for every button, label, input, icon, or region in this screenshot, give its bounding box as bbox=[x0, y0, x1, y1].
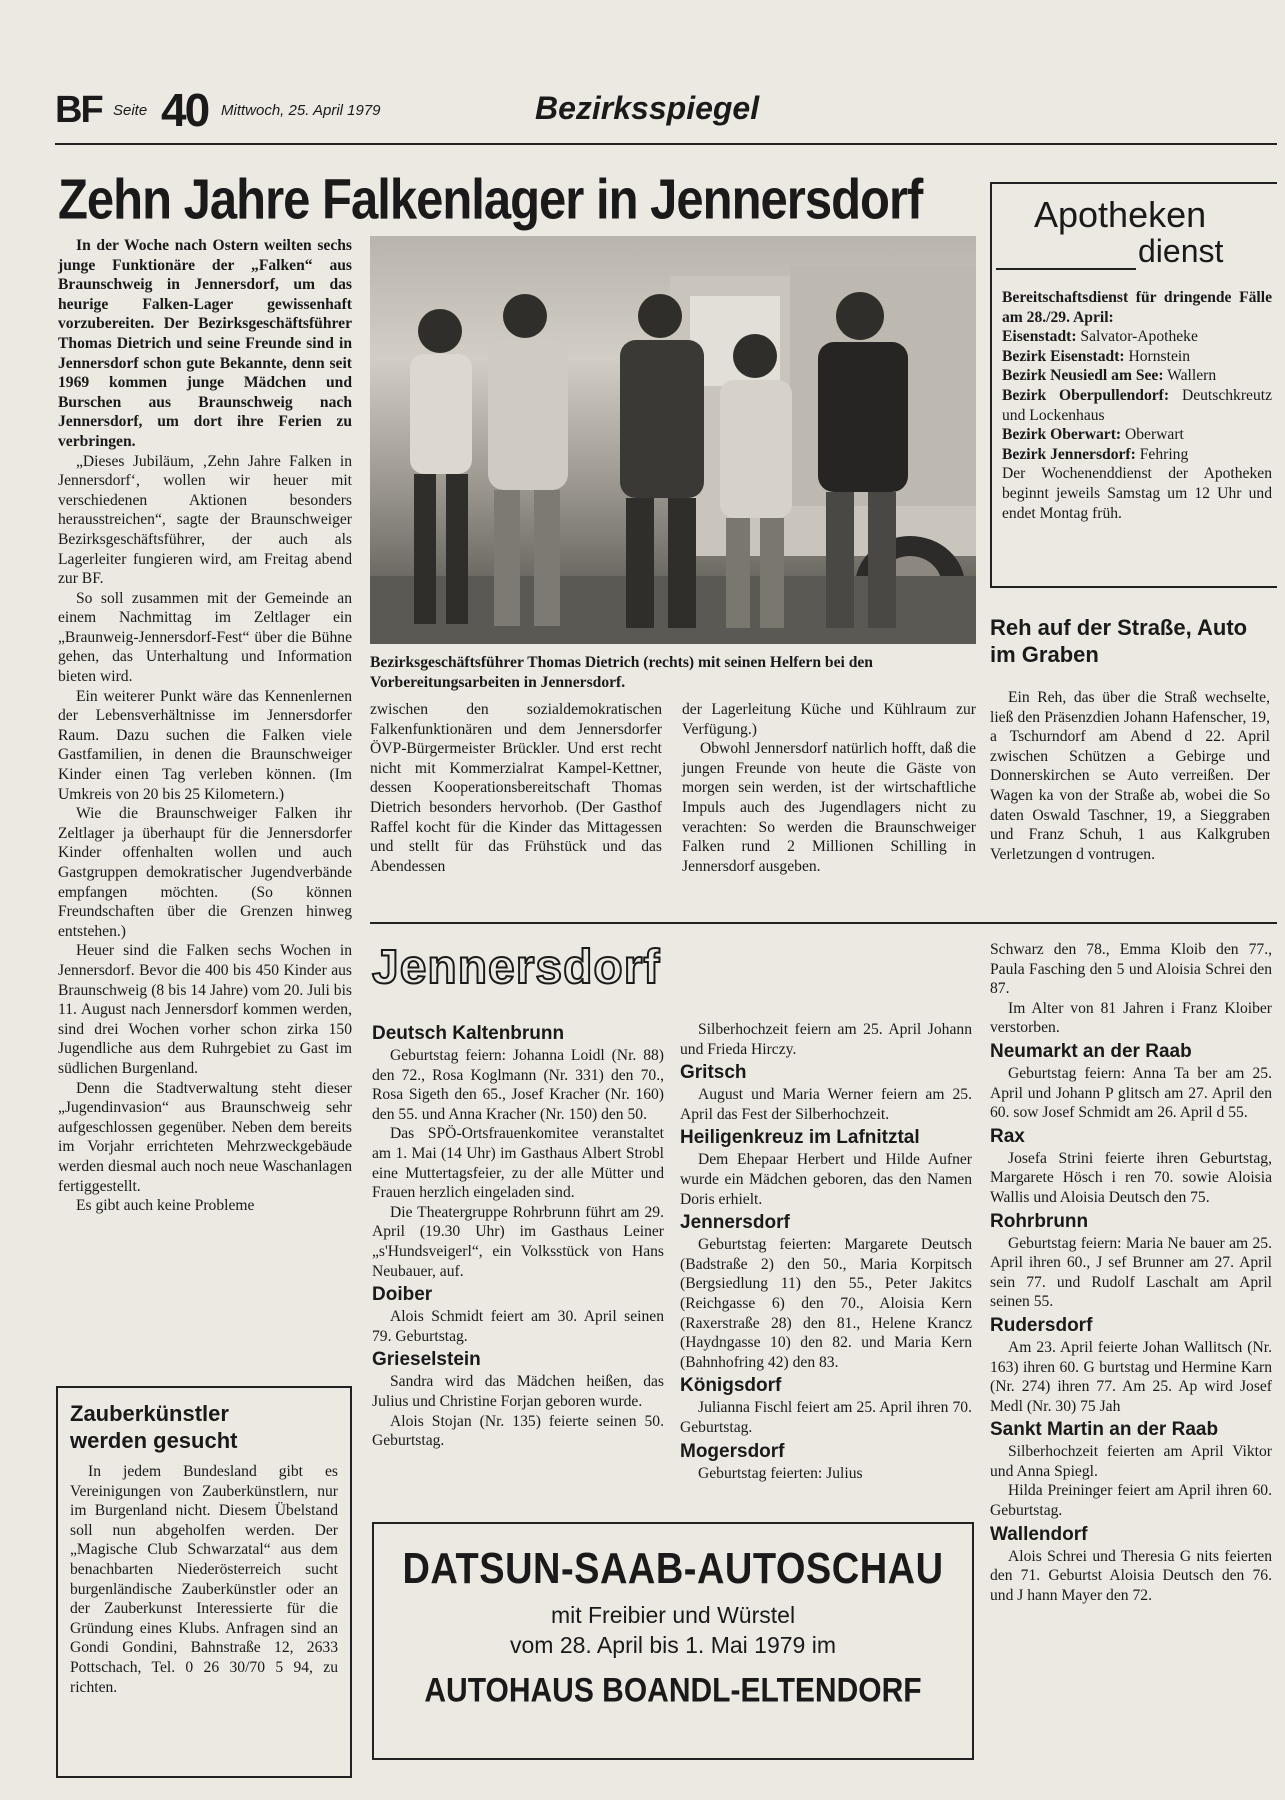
apotheken-entry: Bezirk Jennersdorf: Fehring bbox=[1002, 445, 1189, 463]
reh-body bbox=[990, 688, 1270, 864]
paragraph: Heuer sind die Falken sechs Wochen in Jennersdorf. Bevor die 400 bis 450 Kinder aus Braunschweig (8 bis 14 Jahre) vom 20. Juli bis 11. August nach Jennersdorf kommen werden, sind drei Wochen vorher schon zirka 150 Jugendliche aus dem Ruhrgebiet zu Gast im südlichen Burgenland. bbox=[58, 942, 352, 1077]
issue-date: Mittwoch, 25. April 1979 bbox=[221, 102, 381, 119]
paragraph: Am 23. April feierte Johan Wallitsch (Nr. 163) ihren 60. G burtstag und Hermine Karn (Nr. 274) ihren 77. Am 25. Ap wird Josef Medl (Nr. 30) 75 Jah bbox=[990, 1338, 1272, 1415]
photo-caption: Bezirksgeschäftsführer Thomas Dietrich (rechts) mit seinen Helfern bei den Vorbereitungsarbeiten in Jennersdorf. bbox=[370, 654, 873, 691]
apotheken-title-rule bbox=[996, 268, 1136, 270]
lead-paragraph: In der Woche nach Ostern weilten sechs junge Funktionäre der „Falken“ aus Braunschweig in Jennersdorf, um das heurige Falken-Lager gewissenhaft vorzubereiten. Der Bezirksgeschäftsführer Thomas Dietrich und seine Freunde sind in Jennersdorf schon gute Bekannte, denn seit 1969 kommen junge Mädchen und Burschen aus Braunschweig nach Jennersdorf, um dort ihre Ferien zu verbringen. bbox=[58, 237, 352, 450]
paragraph: Alois Stojan (Nr. 135) feierte seinen 50. Geburtstag. bbox=[372, 1412, 664, 1450]
locality-heading: Deutsch Kaltenbrunn bbox=[372, 1023, 565, 1044]
paragraph: der Lagerleitung Küche und Kühlraum zur Verfügung.) bbox=[682, 701, 976, 738]
locality-heading: Rax bbox=[990, 1125, 1025, 1147]
apotheken-title: Apotheken bbox=[1034, 194, 1207, 235]
seite-label: Seite bbox=[113, 102, 148, 119]
jennersdorf-banner bbox=[372, 940, 672, 998]
jennersdorf-banner-text: Jennersdorf bbox=[372, 941, 661, 994]
paragraph: Alois Schmidt feiert am 30. April seinen 79. Geburtstag. bbox=[372, 1308, 664, 1345]
zauber-headline: Zauberkünstler werden gesucht bbox=[70, 1401, 238, 1453]
paragraph: Geburtstag feierten: Margarete Deutsch (Badstraße 2) den 50., Maria Korpitsch (Bergsiedlung 11) den 55., Peter Jakitcs (Reichgasse 6) den 70., Aloisia Kern (Raxerstraße 28) den 81., Helene Krancz (Haydngasse 10) den 82. und Maria Kern (Bahnhofring 42) den 83. bbox=[680, 1236, 972, 1371]
paragraph: Das SPÖ-Ortsfrauenkomitee veranstaltet am 1. Mai (14 Uhr) im Gasthaus Albert Strobl eine Muttertagsfeier, zu der alle Mütter und Frauen herzlich eingeladen sind. bbox=[372, 1125, 664, 1202]
section-divider bbox=[370, 922, 1277, 924]
apotheken-subtitle: dienst bbox=[1138, 233, 1224, 269]
paragraph: August und Maria Werner feiern am 25. April das Fest der Silberhochzeit. bbox=[680, 1086, 972, 1123]
autoschau-advert bbox=[372, 1522, 974, 1760]
advert-line2: vom 28. April bis 1. Mai 1979 im bbox=[510, 1632, 836, 1658]
locality-heading: Heiligenkreuz im Lafnitztal bbox=[680, 1127, 920, 1149]
locality-heading: Rohrbrunn bbox=[990, 1210, 1089, 1232]
apotheken-entry: Eisenstadt: Salvator-Apotheke bbox=[1002, 328, 1198, 346]
masthead bbox=[55, 84, 1277, 144]
paragraph: Julianna Fischl feiert am 25. April ihren 70. Geburtstag. bbox=[680, 1399, 972, 1436]
main-article-col1 bbox=[58, 236, 352, 1216]
paragraph: „Dieses Jubiläum, ‚Zehn Jahre Falken in Jennersdorf‘, wollen wir heuer mit verschiedenen Aktionen besonders herausstreichen“, sagte der Braunschweiger Bezirksgeschäftsführer, der auch als Lagerleiter fungieren wird, am Freitag abend zur BF. bbox=[58, 452, 352, 588]
locality-heading: Rudersdorf bbox=[990, 1314, 1093, 1336]
apotheken-entry: Bezirk Oberwart: Oberwart bbox=[1002, 426, 1184, 444]
paragraph: Josefa Strini feierte ihren Geburtstag, Margarete Hösch i ren 70. sowie Aloisia Wallis und Aloisia Deutsch den 75. bbox=[990, 1149, 1272, 1206]
main-article-col3 bbox=[682, 700, 976, 876]
jennersdorf-col-a bbox=[372, 1020, 664, 1451]
paragraph: Geburtstag feierten: Julius bbox=[698, 1464, 863, 1482]
locality-heading: Sankt Martin an der Raab bbox=[990, 1419, 1219, 1441]
paragraph: Wie die Braunschweiger Falken ihr Zeltlager ja überhaupt für die Jennersdorfer Kinder offenhalten wollen und auch Gastgruppen demokratischer Jugendverbände empfangen möchten. (So können Freundschaften über die Grenzen hinweg entstehen.) bbox=[58, 805, 352, 940]
locality-heading: Wallendorf bbox=[990, 1523, 1088, 1545]
paragraph: So soll zusammen mit der Gemeinde an einem Nachmittag im Zeltlager ein „Braunweig-Jennersdorf-Fest“ über die Bühne gehen, das Unterhaltung und Information bieten wird. bbox=[58, 589, 352, 686]
page-number: 40 bbox=[161, 84, 209, 136]
advert-dealer: AUTOHAUS BOANDL-ELTENDORF bbox=[424, 1671, 922, 1710]
apotheken-entry: Bezirk Eisenstadt: Hornstein bbox=[1002, 347, 1190, 365]
locality-heading: Grieselstein bbox=[372, 1349, 481, 1371]
paragraph: Ein weiterer Punkt wäre das Kennenlernen der Lebensverhältnisse im Jennersdorfer Raum. Dazu suchen die Falken viele Gastfamilien, in denen die Braunschweiger Kinder einen Tag verleben können. (Im Umkreis von 20 bis 25 Kilometern.) bbox=[58, 687, 352, 803]
paragraph: In jedem Bundesland gibt es Vereinigungen von Zauberkünstlern, nur im Burgenland nicht. Diesem Übelstand soll nun abgeholfen werden. Der „Magische Club Schwarzatal“ aus dem benachbarten Niederösterreich sucht burgenländische Zauberkünstler oder an der Zauberkunst Interessierte für die Gründung eines Klubs. Anfragen sind an Gondi Gondini, Bahnstraße 12, 2633 Pottschach, Tel. 0 26 30/70 5 94, zu richten. bbox=[70, 1463, 338, 1696]
paragraph: Die Theatergruppe Rohrbrunn führt am 29. April (19.30 Uhr) im Gasthaus Leiner „s'Hundsveigerl“, ein Volksstück von Hans Neubauer, auf. bbox=[372, 1203, 664, 1280]
paragraph: Ein Reh, das über die Straß wechselte, ließ den Präsenzdien Johann Hafenscher, 19, a Tschurndorf am Abend d 22. April zwischen Schützen a Gebirge und Donnerskirchen se Auto verreißen. Der Wagen ka von der Straße ab, wobei die So daten Oswald Taschner, 19, a Sieggraben und Franz Schuh, 1 aus Kalkgruben Verletzungen d vontrugen. bbox=[990, 689, 1270, 863]
zauber-box bbox=[56, 1386, 352, 1778]
paragraph: Geburtstag feiern: Anna Ta ber am 25. April und Johann P glitsch am 27. April den 60. sow Josef Schmidt am 26. April d 55. bbox=[990, 1064, 1272, 1122]
zauber-body bbox=[70, 1462, 338, 1697]
paragraph: Es gibt auch keine Probleme bbox=[76, 1197, 255, 1215]
locality-heading: Jennersdorf bbox=[680, 1212, 790, 1234]
apotheken-entry: Bezirk Oberpullendorf: Deutschkreutz und Lockenhaus bbox=[1002, 386, 1272, 424]
main-article-col2 bbox=[370, 700, 662, 876]
advert-line1: mit Freibier und Würstel bbox=[550, 1602, 796, 1628]
paragraph: Geburtstag feiern: Johanna Loidl (Nr. 88) den 72., Rosa Koglmann (Nr. 331) den 70., Rosa Sigeth den 65., Josef Kracher (Nr. 160) den 55. und Anna Kracher (Nr. 150) den 50. bbox=[372, 1047, 664, 1123]
main-headline: Zehn Jahre Falkenlager in Jennersdorf bbox=[58, 169, 923, 232]
paragraph: Obwohl Jennersdorf natürlich hofft, daß die jungen Freunde von heute die Gäste von morgen sein werden, ist der wirtschaftliche Impuls auch des Jugendlagers nicht zu verachten: So werden die Braunschweiger Falken rund 2 Millionen Schilling in Jennersdorf ausgeben. bbox=[682, 740, 976, 875]
logo: BF bbox=[55, 89, 102, 131]
apotheken-box bbox=[990, 182, 1277, 588]
locality-heading: Neumarkt an der Raab bbox=[990, 1040, 1192, 1062]
photo-figures bbox=[370, 236, 976, 644]
paragraph: Hilda Preininger feiert am April ihren 60. Geburtstag. bbox=[990, 1482, 1272, 1520]
paragraph: Dem Ehepaar Herbert und Hilde Aufner wurde ein Mädchen geboren, das den Namen Doris erhielt. bbox=[680, 1151, 972, 1208]
paragraph: Alois Schrei und Theresia G nits feierten den 71. Geburtst Aloisia Deutsch den 76. und J hann Mayer den 72. bbox=[990, 1547, 1272, 1604]
paragraph: Sandra wird das Mädchen heißen, das Julius und Christine Forjan geboren wurde. bbox=[372, 1373, 664, 1410]
paragraph: Geburtstag feiern: Maria Ne bauer am 25. April ihren 60., J sef Brunner am 27. April sein 77. und Rudolf Laschalt am April seinen 55. bbox=[990, 1234, 1272, 1311]
apotheken-body bbox=[1002, 288, 1272, 523]
paragraph: Schwarz den 78., Emma Kloib den 77., Paula Fasching den 5 und Aloisia Schrei den 87. bbox=[990, 941, 1272, 998]
paragraph: zwischen den sozialdemokratischen Falkenfunktionären und dem Jennersdorfer ÖVP-Bürgermeister Brückler. Und erst recht nicht mit Kommerzialrat Kampel-Kettner, dessen Kooperationsbereitschaft Thomas Dietrich besonders hervorhob. (Der Gasthof Raffel kocht für die Kinder das Mittagessen und stellt für das Frühstück und das Abendessen bbox=[370, 701, 662, 875]
header-rule bbox=[55, 143, 1277, 145]
article-photo bbox=[370, 236, 976, 644]
paragraph: Denn die Stadtverwaltung steht dieser „Jugendinvasion“ aus Braunschweig sehr aufgeschlossen gegenüber. Neben dem bereits im Vorjahr errichteten Mehrzweckgebäude werden diesmal auch noch neue Waschanlagen fertiggestellt. bbox=[58, 1079, 352, 1195]
locality-heading: Gritsch bbox=[680, 1062, 747, 1084]
apotheken-intro: Bereitschaftsdienst für dringende Fälle am 28./29. April: bbox=[1002, 289, 1272, 326]
apotheken-entry: Bezirk Neusiedl am See: Wallern bbox=[1002, 367, 1217, 385]
jennersdorf-col-c bbox=[990, 940, 1272, 1605]
apotheken-note: Der Wochenenddienst der Apotheken beginnt jeweils Samstag um 12 Uhr und endet Montag früh. bbox=[1002, 465, 1272, 522]
paragraph: Silberhochzeit feierten am April Viktor und Anna Spiegl. bbox=[990, 1443, 1272, 1480]
locality-heading: Doiber bbox=[372, 1284, 433, 1306]
jennersdorf-col-b bbox=[680, 1020, 972, 1483]
locality-heading: Königsdorf bbox=[680, 1375, 782, 1397]
paragraph: Im Alter von 81 Jahren i Franz Kloiber verstorben. bbox=[990, 999, 1272, 1037]
advert-title: DATSUN-SAAB-AUTOSCHAU bbox=[402, 1544, 944, 1594]
locality-heading: Mogersdorf bbox=[680, 1440, 785, 1462]
reh-headline: Reh auf der Straße, Auto im Graben bbox=[990, 615, 1248, 667]
section-title: Bezirksspiegel bbox=[535, 90, 760, 126]
paragraph: Silberhochzeit feiern am 25. April Johann und Frieda Hirczy. bbox=[680, 1021, 972, 1058]
